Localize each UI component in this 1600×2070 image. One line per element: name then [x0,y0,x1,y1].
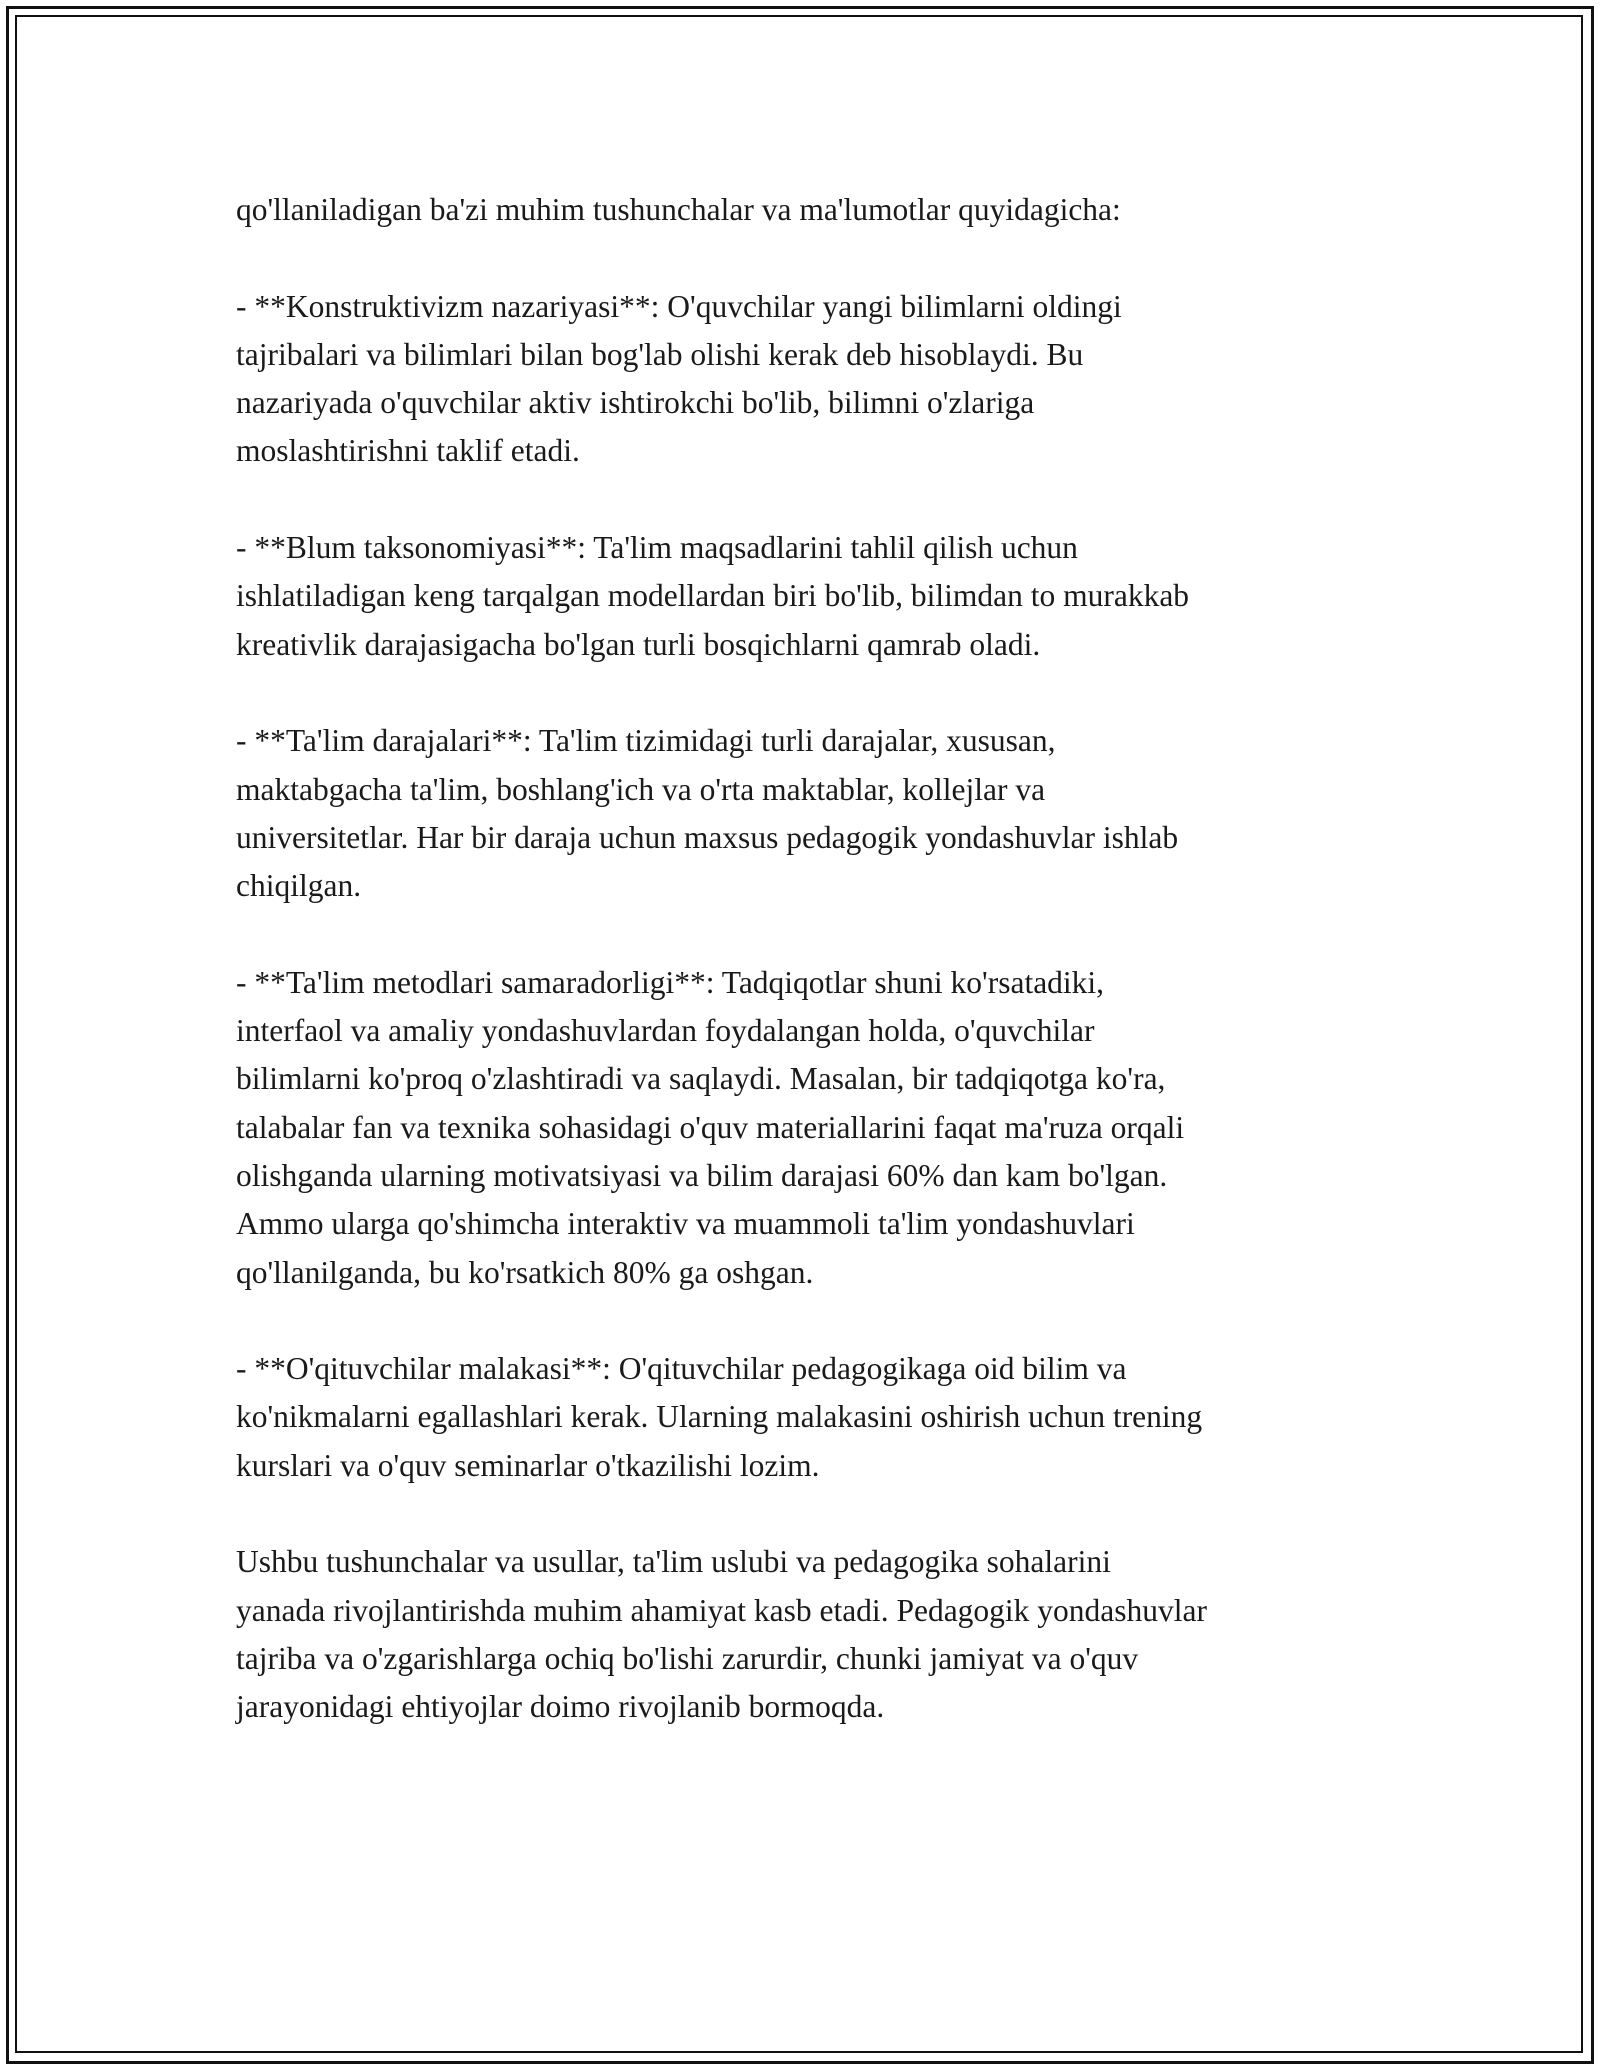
list-item-blum-taksonomiyasi: - **Blum taksonomiyasi**: Ta'lim maqsadlarini tahlil qilish uchun ishlatiladigan keng tarqalgan modellardan biri bo'lib, bilimdan to murakkab kreativlik darajasigacha bo'lgan turli bosqichlarni qamrab oladi. [236,530,1190,662]
document-body [236,186,1386,1780]
list-item-oqituvchilar-malakasi: - **O'qituvchilar malakasi**: O'qituvchilar pedagogikaga oid bilim va ko'nikmalarni egallashlari kerak. Ularning malakasini oshirish uchun trening kurslari va o'quv seminarlar o'tkazilishi lozim. [236,1351,1203,1483]
conclusion-paragraph: Ushbu tushunchalar va usullar, ta'lim uslubi va pedagogika sohalarini yanada rivojlantirishda muhim ahamiyat kasb etadi. Pedagogik yondashuvlar tajriba va o'zgarishlarga ochiq bo'lishi zarurdir, chunki jamiyat va o'quv jarayonidagi ehtiyojlar doimo rivojlanib bormoqda. [236,1544,1208,1725]
list-item-metodlari-samaradorligi: - **Ta'lim metodlari samaradorligi**: Tadqiqotlar shuni ko'rsatadiki, interfaol va amaliy yondashuvlardan foydalangan holda, o'quvchilar bilimlarni ko'proq o'zlashtiradi va saqlaydi. Masalan, bir tadqiqotga ko'ra, talabalar fan va texnika sohasidagi o'quv materiallarini faqat ma'ruza orqali olishganda ularning motivatsiyasi va bilim darajasi 60% dan kam bo'lgan. Ammo ularga qo'shimcha interaktiv va muammoli ta'lim yondashuvlari qo'llanilganda, bu ko'rsatkich 80% ga oshgan. [236,964,1185,1290]
list-item-konstruktivizm: - **Konstruktivizm nazariyasi**: O'quvchilar yangi bilimlarni oldingi tajribalari va bilimlari bilan bog'lab olishi kerak deb hisoblaydi. Bu nazariyada o'quvchilar aktiv ishtirokchi bo'lib, bilimni o'zlariga moslashtirishni taklif etadi. [236,288,1122,469]
list-item-talim-darajalari: - **Ta'lim darajalari**: Ta'lim tizimidagi turli darajalar, xususan, maktabgacha ta'lim, boshlang'ich va o'rta maktablar, kollejlar va universitetlar. Har bir daraja uchun maxsus pedagogik yondashuvlar ishlab chiqilgan. [236,723,1179,904]
intro-paragraph: qo'llaniladigan ba'zi muhim tushunchalar va ma'lumotlar quyidagicha: [236,192,1121,227]
